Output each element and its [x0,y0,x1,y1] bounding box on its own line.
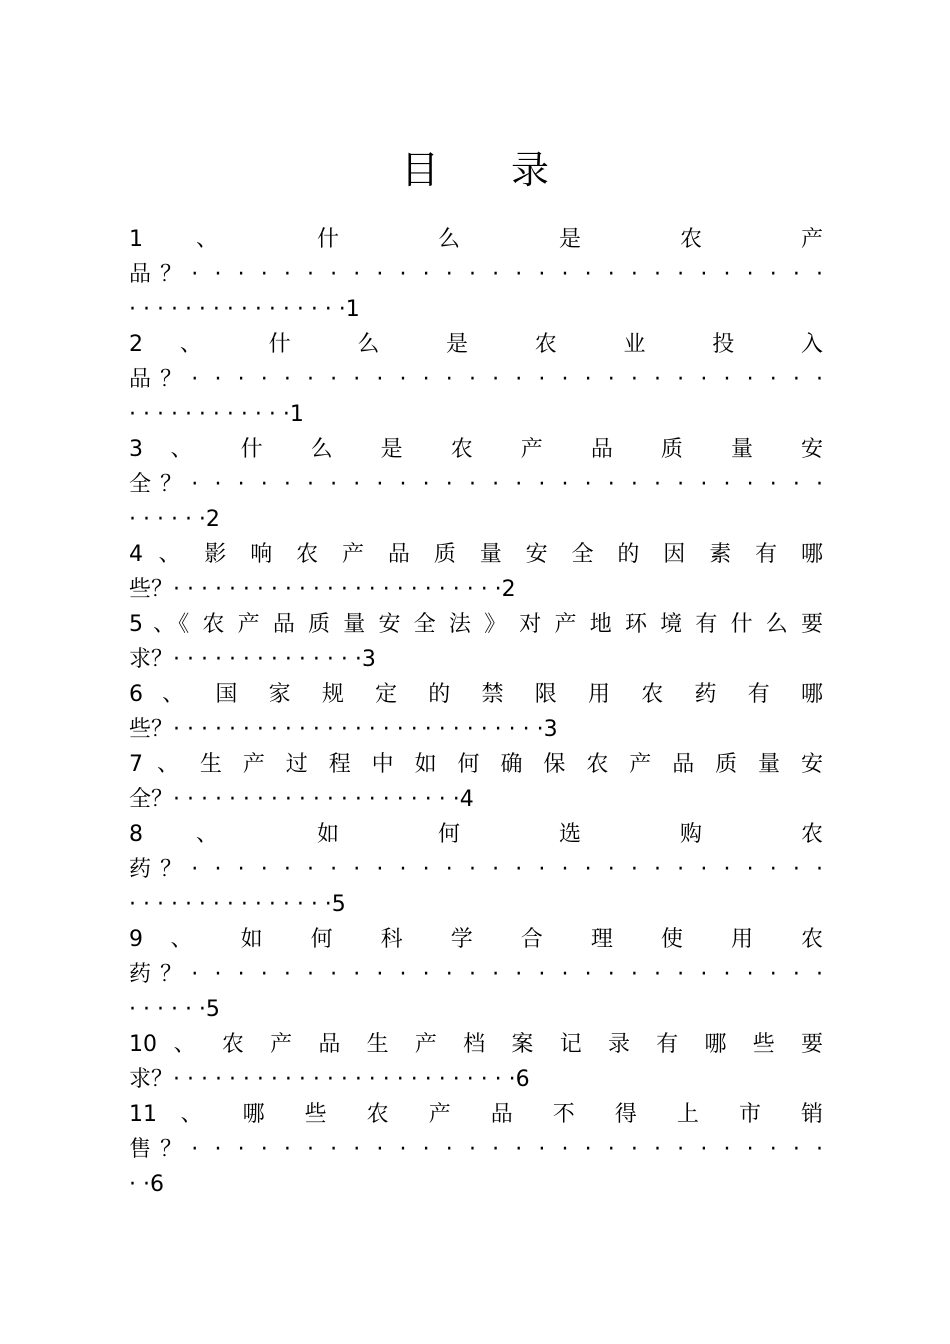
toc-entry-line: 5 、《 农 产 品 质 量 安 全 法 》 对 产 地 环 境 有 什 么 要 [129,612,823,637]
toc-entry-last-line: 些？· · · · · · · · · · · · · · · · · · · · · · · ·2 [129,577,516,602]
page-title: 目 录 [400,148,580,192]
table-of-contents [129,222,823,1202]
toc-entry-last-line: · ·6 [129,1172,164,1197]
toc-entry-line: 品？· · · · · · · · · · · · · · · · · · · · · · · · · · · · [129,367,823,392]
toc-entry-line: 6 、 国 家 规 定 的 禁 限 用 农 药 有 哪 [129,682,823,707]
toc-entry-line: 10 、 农 产 品 生 产 档 案 记 录 有 哪 些 要 [129,1032,823,1057]
toc-entry-line: 全？· · · · · · · · · · · · · · · · · · · · · · · · · · · · [129,472,823,497]
toc-entry-last-line: · · · · · · · · · · · ·1 [129,402,304,427]
toc-entry[interactable] [129,1097,823,1202]
toc-entry-line: 3 、 什 么 是 农 产 品 质 量 安 [129,437,823,462]
toc-entry[interactable] [129,677,823,747]
toc-entry-line: 1 、 什 么 是 农 产 [129,227,823,252]
toc-entry[interactable] [129,747,823,817]
toc-entry[interactable] [129,607,823,677]
toc-entry-last-line: · · · · · · · · · · · · · · ·5 [129,892,346,917]
toc-entry-last-line: · · · · · ·5 [129,997,220,1022]
toc-entry-line: 8 、 如 何 选 购 农 [129,822,823,847]
toc-entry-line: 2 、 什 么 是 农 业 投 入 [129,332,823,357]
toc-entry-line: 售？· · · · · · · · · · · · · · · · · · · · · · · · · · · · [129,1137,823,1162]
toc-entry[interactable] [129,537,823,607]
toc-entry-last-line: 全？· · · · · · · · · · · · · · · · · · · · ·4 [129,787,474,812]
toc-entry-last-line: · · · · · ·2 [129,507,220,532]
toc-entry-line: 药？· · · · · · · · · · · · · · · · · · · · · · · · · · · · [129,962,823,987]
toc-entry-last-line: · · · · · · · · · · · · · · · ·1 [129,297,360,322]
toc-entry-line: 11 、 哪 些 农 产 品 不 得 上 市 销 [129,1102,823,1127]
toc-entry-last-line: 求？· · · · · · · · · · · · · · · · · · · · · · · · ·6 [129,1067,530,1092]
toc-entry[interactable] [129,327,823,432]
toc-entry-last-line: 些？· · · · · · · · · · · · · · · · · · · · · · · · · · ·3 [129,717,558,742]
toc-entry[interactable] [129,1027,823,1097]
toc-entry[interactable] [129,432,823,537]
toc-entry-line: 药？· · · · · · · · · · · · · · · · · · · · · · · · · · · · [129,857,823,882]
toc-entry-line: 7 、 生 产 过 程 中 如 何 确 保 农 产 品 质 量 安 [129,752,823,777]
toc-entry[interactable] [129,222,823,327]
toc-entry[interactable] [129,817,823,922]
toc-entry-line: 4 、 影 响 农 产 品 质 量 安 全 的 因 素 有 哪 [129,542,823,567]
toc-entry[interactable] [129,922,823,1027]
toc-entry-line: 品？· · · · · · · · · · · · · · · · · · · · · · · · · · · · [129,262,823,287]
toc-entry-last-line: 求？· · · · · · · · · · · · · ·3 [129,647,376,672]
toc-entry-line: 9 、 如 何 科 学 合 理 使 用 农 [129,927,823,952]
